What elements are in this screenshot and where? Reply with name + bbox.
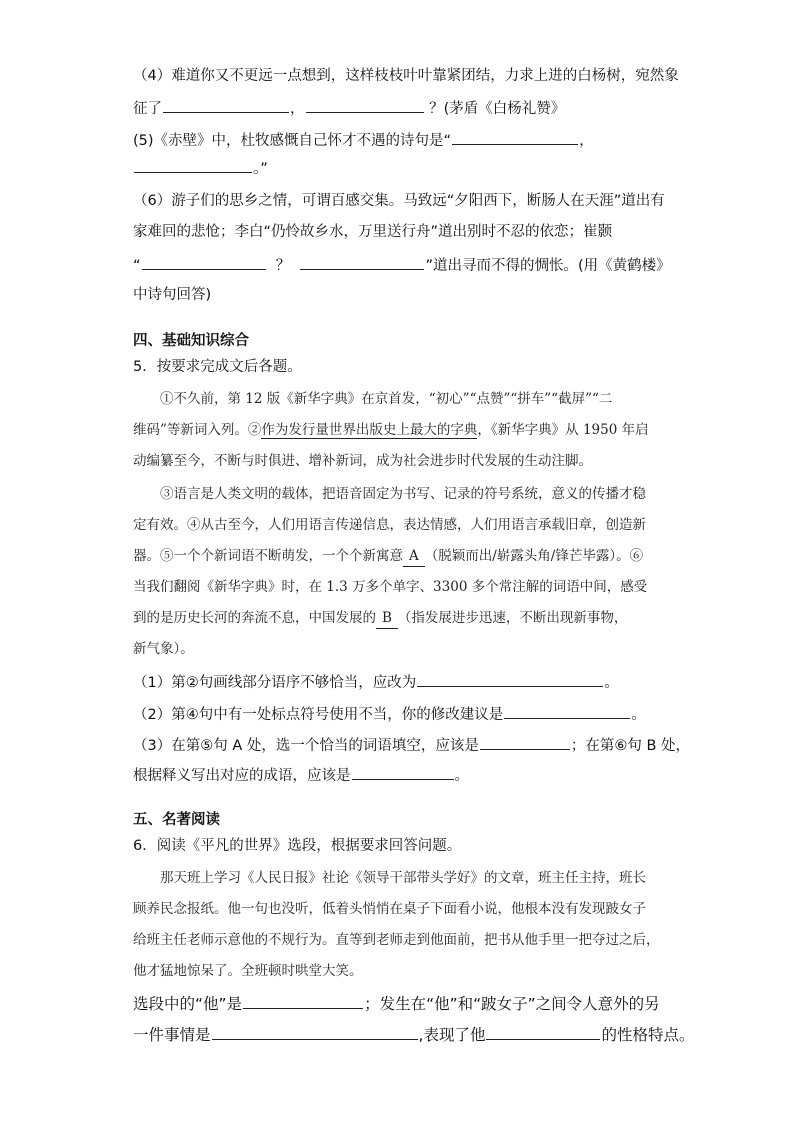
excerpt-line-2 [133,899,646,919]
text: 中诗句回答) [133,287,212,303]
passage-1-line-3 [133,451,592,471]
text: 四、基础知识综合 [133,333,249,349]
q4-text: （4）难道你又不更远一点想到，这样枝枝叶叶靠紧团结，力求上进的白杨树，宛然象 [133,68,679,84]
answer-blank[interactable] [142,254,266,270]
passage-2-line-2 [133,515,646,535]
q5-poem-line-2 [133,157,268,179]
question-6-title [133,836,461,856]
text: ③语言是人类文明的载体，把语音固定为书写、记录的符号系统，意义的传播才稳 [160,486,646,502]
answer-blank[interactable] [480,734,570,750]
text: 家难回的悲怆；李白“仍怜故乡水，万里送行舟”道出别时不忍的依恋；崔颢 [133,224,613,240]
passage-2-line-3 [133,546,643,567]
text: 他才猛地惊呆了。全班顿时哄堂大笑。 [133,963,363,979]
answer-blank[interactable] [163,97,289,113]
text: 新气象）。 [133,641,194,657]
text: 。 [604,675,619,691]
text: 器。⑤一个个新词语不断萌发，一个个新寓意 [133,548,403,564]
blank-label-b[interactable]: B [376,608,398,629]
text: 。 [454,768,469,784]
excerpt-line-3 [133,930,660,950]
q4-line-1 [133,66,679,86]
answer-blank[interactable] [504,703,630,719]
q5-poem-line-1 [133,129,594,151]
text: （1）第②句画线部分语序不够恰当，应改为 [133,675,417,691]
answer-blank[interactable] [417,671,603,687]
text: （3）在第⑤句 A 处，选一个恰当的词语填空，应该是 [133,738,479,754]
answer-blank[interactable] [352,764,454,780]
text: 6．阅读《平凡的世界》选段，根据要求回答问题。 [133,838,462,854]
text: ， [579,133,594,149]
passage-1-line-2 [133,420,649,440]
q6-line-2 [133,222,612,242]
text: 一件事情是 [133,1026,211,1044]
passage-2-line-5 [133,608,627,629]
section-5-title [133,810,220,830]
q6-line-4 [133,285,211,305]
text: （脱颖而出/崭露头角/锋芒毕露）。⑥ [424,548,644,564]
text: ；发生在“他”和“跛女子”之间令人意外的另 [364,995,660,1013]
passage-2-line-1 [160,484,646,504]
answer-blank[interactable] [243,993,363,1009]
text: 征了 [133,101,162,117]
text: （6）游子们的思乡之情，可谓百感交集。马致远“夕阳西下，断肠人在天涯”道出有 [133,193,665,209]
text: ？ [275,258,291,274]
text: 顾养民念报纸。他一句也没听，低着头悄悄在桌子下面看小说，他根本没有发现跛女子 [133,901,646,917]
text: ①不久前，第 12 版《新华字典》在京首发，“初心”“点赞”“拼车”“截屏”“二 [160,391,613,407]
answer-blank[interactable] [134,157,252,173]
text: （指发展进步迅速，不断出现新事物， [397,610,628,626]
text: ”道出寻而不得的惆怅。(用《黄鹤楼》 [425,258,671,274]
text: “ [133,258,141,274]
sub-question-2 [133,703,646,725]
excerpt-line-1 [160,868,646,888]
passage-1-line-1 [160,389,612,409]
question-5-title [133,357,302,377]
text: 5．按要求完成文后各题。 [133,359,302,375]
answer-blank[interactable] [300,254,424,270]
passage-2-line-6 [133,639,194,659]
text: 到的是历史长河的奔流不息，中国发展的 [133,610,376,626]
text: 维码”等新词入列。② [133,422,262,438]
passage-2-line-4 [133,577,647,597]
text: 的性格特点。 [601,1026,695,1044]
text: 给班主任老师示意他的不规行为。直等到老师走到他面前，把书从他手里一把夺过之后， [133,932,660,948]
text: 动编纂至今，不断与时俱进、增补新词，成为社会进步时代发展的生动注脚。 [133,453,592,469]
blank-label-a[interactable]: A [403,546,425,567]
answer-line-1 [133,993,660,1014]
q6-line-1 [133,191,665,211]
q4-line-2 [133,97,565,119]
text: 那天班上学习《人民日报》社论《领导干部带头学好》的文章，班主任主持，班长 [160,870,646,886]
answer-blank[interactable] [306,97,424,113]
sub-question-1 [133,671,619,693]
text: ，《新华字典》从 1950 年启 [477,422,649,438]
text: 五、名著阅读 [133,812,220,828]
excerpt-line-4 [133,961,363,981]
answer-blank[interactable] [486,1024,600,1040]
text: (5)《赤壁》中，杜牧感慨自己怀才不遇的诗句是“ [133,133,452,149]
text: 根据释义写出对应的成语，应该是 [133,768,351,784]
text: （2）第④句中有一处标点符号使用不当，你的修改建议是 [133,707,504,723]
text: 。 [631,707,646,723]
answer-line-2 [133,1024,694,1045]
q6-line-3 [133,254,671,276]
sub-question-3-cont [133,764,469,786]
answer-blank[interactable] [452,129,578,145]
text: ， [290,101,305,117]
text: 选段中的“他”是 [133,995,243,1013]
text: ？(茅盾《白杨礼赞》 [429,101,566,117]
text: ,表现了他 [418,1026,486,1044]
underlined-phrase: 作为发行量世界出版史上最大的字典 [261,422,478,438]
text: 。” [253,161,268,177]
text: 定有效。④从古至今，人们用语言传递信息，表达情感，人们用语言承载旧章，创造新 [133,517,646,533]
section-4-title [133,331,249,351]
text: ；在第⑥句 B 处， [570,738,691,754]
text: 当我们翻阅《新华字典》时，在 1.3 万多个单字、3300 多个常注解的词语中间，感受 [133,579,648,595]
answer-blank[interactable] [212,1024,418,1040]
sub-question-3 [133,734,690,756]
